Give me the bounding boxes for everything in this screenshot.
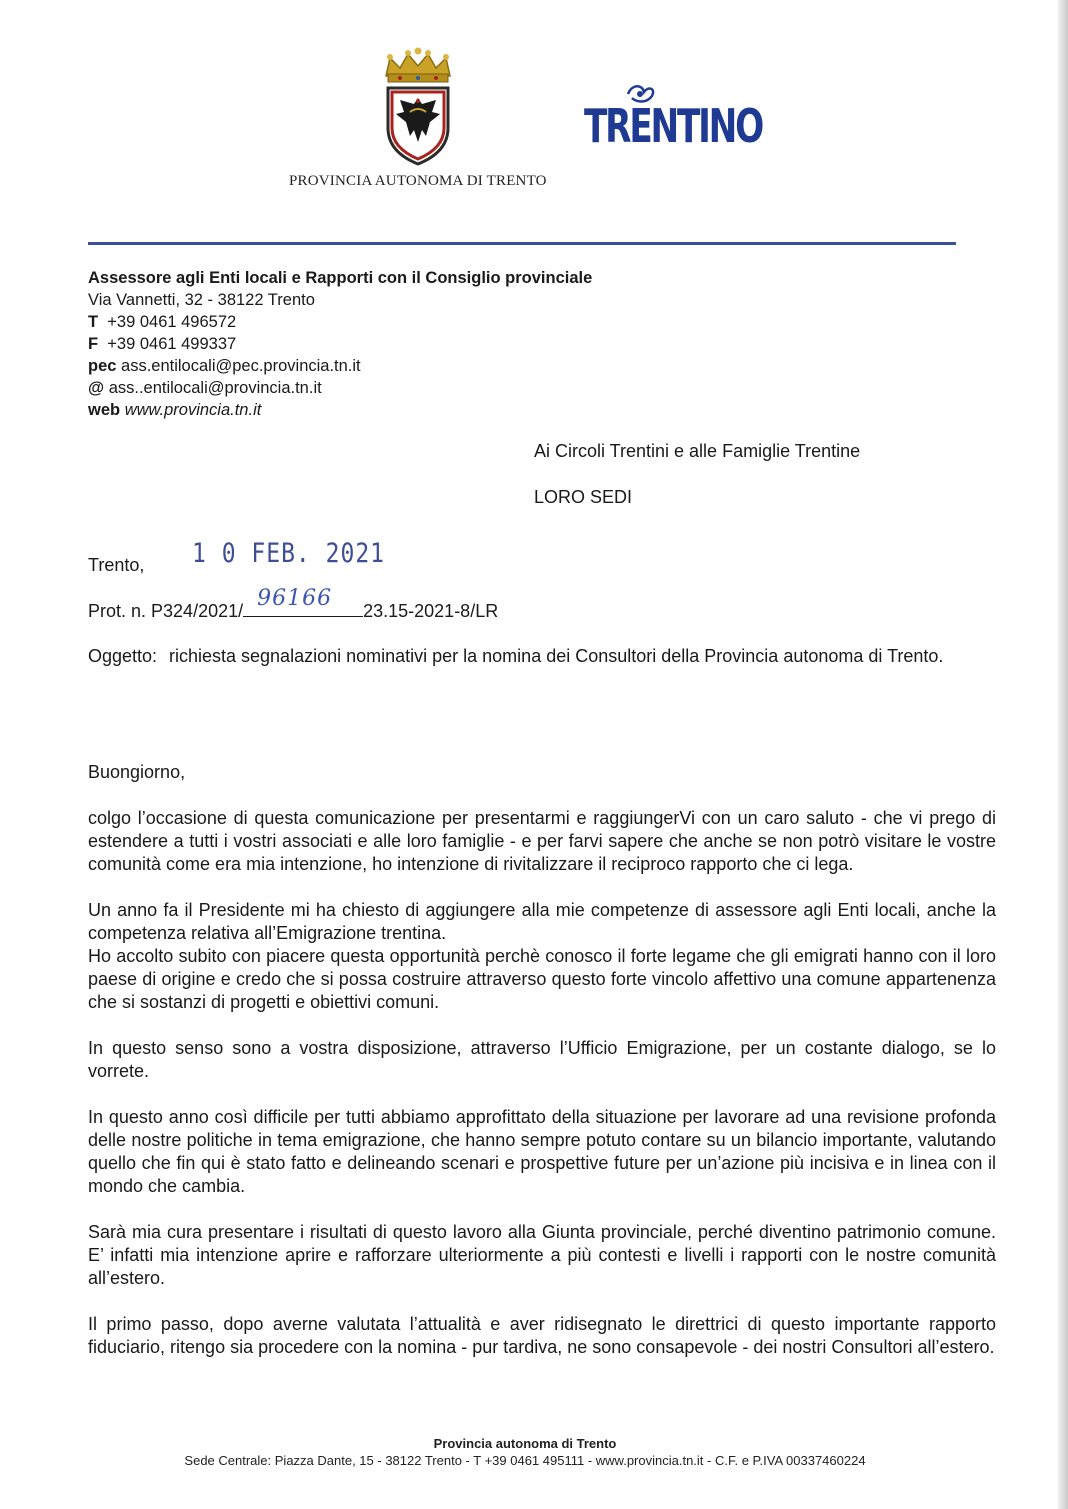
- sender-fax: +39 0461 499337: [107, 335, 237, 353]
- footer-org-name: Provincia autonoma di Trento: [433, 1436, 617, 1451]
- date-stamp: 1 0 FEB. 2021: [192, 539, 386, 569]
- fax-label: F: [88, 335, 99, 353]
- subject-label: Oggetto:: [88, 646, 158, 666]
- sender-pec-line: [88, 355, 688, 377]
- web-label: web: [88, 401, 121, 419]
- recipient-line-2: LORO SEDI: [534, 487, 633, 507]
- header-divider: [88, 242, 956, 245]
- paragraph: Il primo passo, dopo averne valutata l’attualità e aver ridisegnato le direttrici di questo importante rapporto fiduciario, ritengo sia procedere con la nomina - pur tardiva, ne sono consapevole - dei nostri Consultori all’estero.: [88, 1314, 996, 1357]
- sender-phone-line: [88, 311, 688, 333]
- footer-details: Sede Centrale: Piazza Dante, 15 - 38122 Trento - T +39 0461 495111 - www.provincia.tn.it - C.F. e P.IVA 00337460224: [184, 1453, 866, 1468]
- protocol-line: [88, 586, 499, 622]
- paragraph: In questo anno così difficile per tutti abbiamo approfittato della situazione per lavorare ad una revisione profonda delle nostre politiche in tema emigrazione, che hanno sempre potuto contare su un bilancio importante, valutando quello che fin qui è stato fatto e delineando scenari e prospettive future per un’azione più incisiva e in linea con il mondo che cambia.: [88, 1107, 996, 1196]
- coat-of-arms-icon: [380, 46, 456, 166]
- sender-address: Via Vannetti, 32 - 38122 Trento: [88, 291, 315, 309]
- sender-phone: +39 0461 496572: [107, 313, 237, 331]
- paragraph: In questo senso sono a vostra disposizione, attraverso l’Ufficio Emigrazione, per un costante dialogo, se lo vorrete.: [88, 1038, 996, 1081]
- svg-text:TRENTINO: TRENTINO: [584, 99, 763, 153]
- sender-email-line: [88, 377, 688, 399]
- sender-web-line: [88, 399, 688, 421]
- sender-fax-line: [88, 333, 688, 355]
- department-name: Assessore agli Enti locali e Rapporti con il Consiglio provinciale: [88, 269, 593, 287]
- sender-pec: ass.entilocali@pec.provincia.tn.it: [121, 357, 361, 375]
- recipient-block: [534, 440, 954, 508]
- organization-name: PROVINCIA AUTONOMA DI TRENTO: [289, 173, 547, 189]
- protocol-number-field: [243, 586, 363, 617]
- phone-label: T: [88, 313, 99, 331]
- paragraph: Un anno fa il Presidente mi ha chiesto di aggiungere alla mie competenze di assessore agli Enti locali, anche la competenza relativa all’Emigrazione trentina.: [88, 900, 996, 943]
- paragraph: colgo l’occasione di questa comunicazione per presentarmi e raggiungerVi con un caro saluto - che vi prego di estendere a tutti i vostri associati e alle loro famiglie - e per farvi sapere che anche se non potrò visitare le vostre comunità come era mia intenzione, ho intenzione di rivitalizzare il reciproco rapporto che ci lega.: [88, 808, 996, 874]
- paragraph: Ho accolto subito con piacere questa opportunità perchè conosco il forte legame che gli emigrati hanno con il loro paese di origine e credo che si possa costruire attraverso questo forte vincolo affettivo una comune appartenenza che si sostanzi di progetti e obiettivi comuni.: [88, 946, 996, 1012]
- email-label: @: [88, 379, 105, 397]
- greeting: Buongiorno,: [88, 762, 186, 782]
- date-place: Trento,: [88, 555, 145, 575]
- paragraph-group: [88, 899, 996, 1014]
- sender-block: [88, 267, 688, 421]
- subject-block: [88, 645, 968, 668]
- protocol-prefix: Prot. n. P324/2021/: [88, 601, 244, 621]
- paragraph: Sarà mia cura presentare i risultati di questo lavoro alla Giunta provinciale, perché diventino patrimonio comune. E’ infatti mia intenzione aprire e rafforzare ulteriormente a più contesti e livelli i rapporti con le nostre comunità all’estero.: [88, 1222, 996, 1288]
- trentino-logo: [584, 84, 764, 153]
- sender-web: www.provincia.tn.it: [124, 401, 262, 419]
- subject-text: richiesta segnalazioni nominativi per la nomina dei Consultori della Provincia autonoma di Trento.: [169, 646, 944, 666]
- page-edge-shadow: [1058, 0, 1068, 1509]
- protocol-handwritten-number: 96166: [257, 586, 333, 611]
- protocol-suffix: 23.15-2021-8/LR: [363, 601, 499, 621]
- recipient-line-1: Ai Circoli Trentini e alle Famiglie Trentine: [534, 441, 861, 461]
- sender-email: ass..entilocali@provincia.tn.it: [108, 379, 322, 397]
- pec-label: pec: [88, 357, 117, 375]
- letter-body: [88, 761, 996, 1382]
- page-footer: [0, 1435, 1050, 1469]
